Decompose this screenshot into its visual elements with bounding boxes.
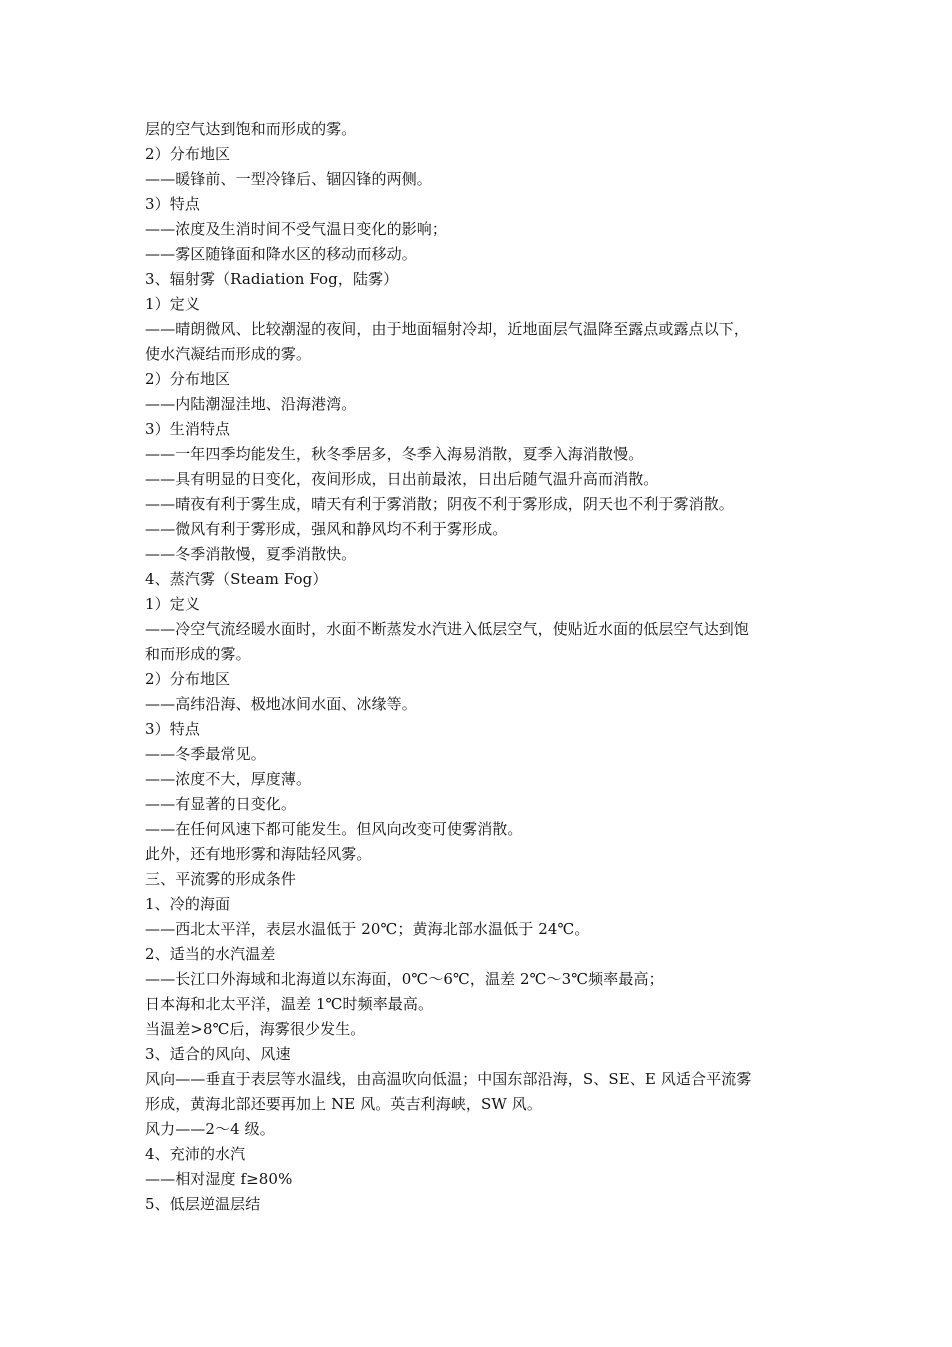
section-heading: 3）生消特点 xyxy=(145,420,231,438)
text-line: ——内陆潮湿洼地、沿海港湾。 xyxy=(145,395,357,413)
section-heading: 2）分布地区 xyxy=(145,670,231,688)
section-heading: 3）特点 xyxy=(145,195,200,213)
section-heading: 3）特点 xyxy=(145,720,200,738)
text-line: ——冷空气流经暖水面时，水面不断蒸发水汽进入低层空气，使贴近水面的低层空气达到饱 xyxy=(145,620,750,638)
text-line: 当温差>8℃后，海雾很少发生。 xyxy=(145,1020,366,1038)
text-line: ——在任何风速下都可能发生。但风向改变可使雾消散。 xyxy=(145,820,523,838)
text-line: ——一年四季均能发生，秋冬季居多，冬季入海易消散，夏季入海消散慢。 xyxy=(145,445,644,463)
text-line: ——有显著的日变化。 xyxy=(145,795,297,813)
text-line: 使水汽凝结而形成的雾。 xyxy=(145,345,312,363)
text-line: ——浓度及生消时间不受气温日变化的影响； xyxy=(145,220,448,238)
text-line: ——晴夜有利于雾生成，晴天有利于雾消散；阴夜不利于雾形成，阴天也不利于雾消散。 xyxy=(145,495,734,513)
section-heading: 2）分布地区 xyxy=(145,145,231,163)
text-line: ——高纬沿海、极地冰间水面、冰缘等。 xyxy=(145,695,417,713)
text-line: ——浓度不大，厚度薄。 xyxy=(145,770,312,788)
text-line: ——相对湿度 f≥80% xyxy=(145,1170,293,1188)
section-heading: 三、平流雾的形成条件 xyxy=(145,870,297,888)
text-line: 风向——垂直于表层等水温线，由高温吹向低温；中国东部沿海，S、SE、E 风适合平流雾 xyxy=(145,1070,752,1088)
section-heading: 5、低层逆温层结 xyxy=(145,1195,261,1213)
section-heading: 1）定义 xyxy=(145,595,200,613)
text-line: 层的空气达到饱和而形成的雾。 xyxy=(145,120,357,138)
text-line: ——雾区随锋面和降水区的移动而移动。 xyxy=(145,245,417,263)
text-line: 日本海和北太平洋，温差 1℃时频率最高。 xyxy=(145,995,434,1013)
text-line: ——冬季最常见。 xyxy=(145,745,266,763)
section-heading: 1）定义 xyxy=(145,295,200,313)
text-line: ——西北太平洋，表层水温低于 20℃；黄海北部水温低于 24℃。 xyxy=(145,920,590,938)
section-heading: 2、适当的水汽温差 xyxy=(145,945,276,963)
text-line: 和而形成的雾。 xyxy=(145,645,251,663)
text-line: ——微风有利于雾形成，强风和静风均不利于雾形成。 xyxy=(145,520,508,538)
text-line: ——晴朗微风、比较潮湿的夜间，由于地面辐射冷却，近地面层气温降至露点或露点以下， xyxy=(145,320,750,338)
section-heading: 4、充沛的水汽 xyxy=(145,1145,246,1163)
text-line: 此外，还有地形雾和海陆轻风雾。 xyxy=(145,845,372,863)
document-body xyxy=(145,117,825,1217)
text-line: ——长江口外海域和北海道以东海面，0℃～6℃，温差 2℃～3℃频率最高； xyxy=(145,970,664,988)
section-heading: 3、辐射雾（Radiation Fog，陆雾） xyxy=(145,270,399,288)
text-line: ——具有明显的日变化，夜间形成，日出前最浓，日出后随气温升高而消散。 xyxy=(145,470,659,488)
text-line: ——冬季消散慢，夏季消散快。 xyxy=(145,545,357,563)
text-line: 风力——2～4 级。 xyxy=(145,1120,275,1138)
text-line: ——暖锋前、一型冷锋后、锢囚锋的两侧。 xyxy=(145,170,432,188)
section-heading: 2）分布地区 xyxy=(145,370,231,388)
text-line: 形成，黄海北部还要再加上 NE 风。英吉利海峡，SW 风。 xyxy=(145,1095,542,1113)
section-heading: 1、冷的海面 xyxy=(145,895,231,913)
section-heading: 4、蒸汽雾（Steam Fog） xyxy=(145,570,328,588)
section-heading: 3、适合的风向、风速 xyxy=(145,1045,291,1063)
